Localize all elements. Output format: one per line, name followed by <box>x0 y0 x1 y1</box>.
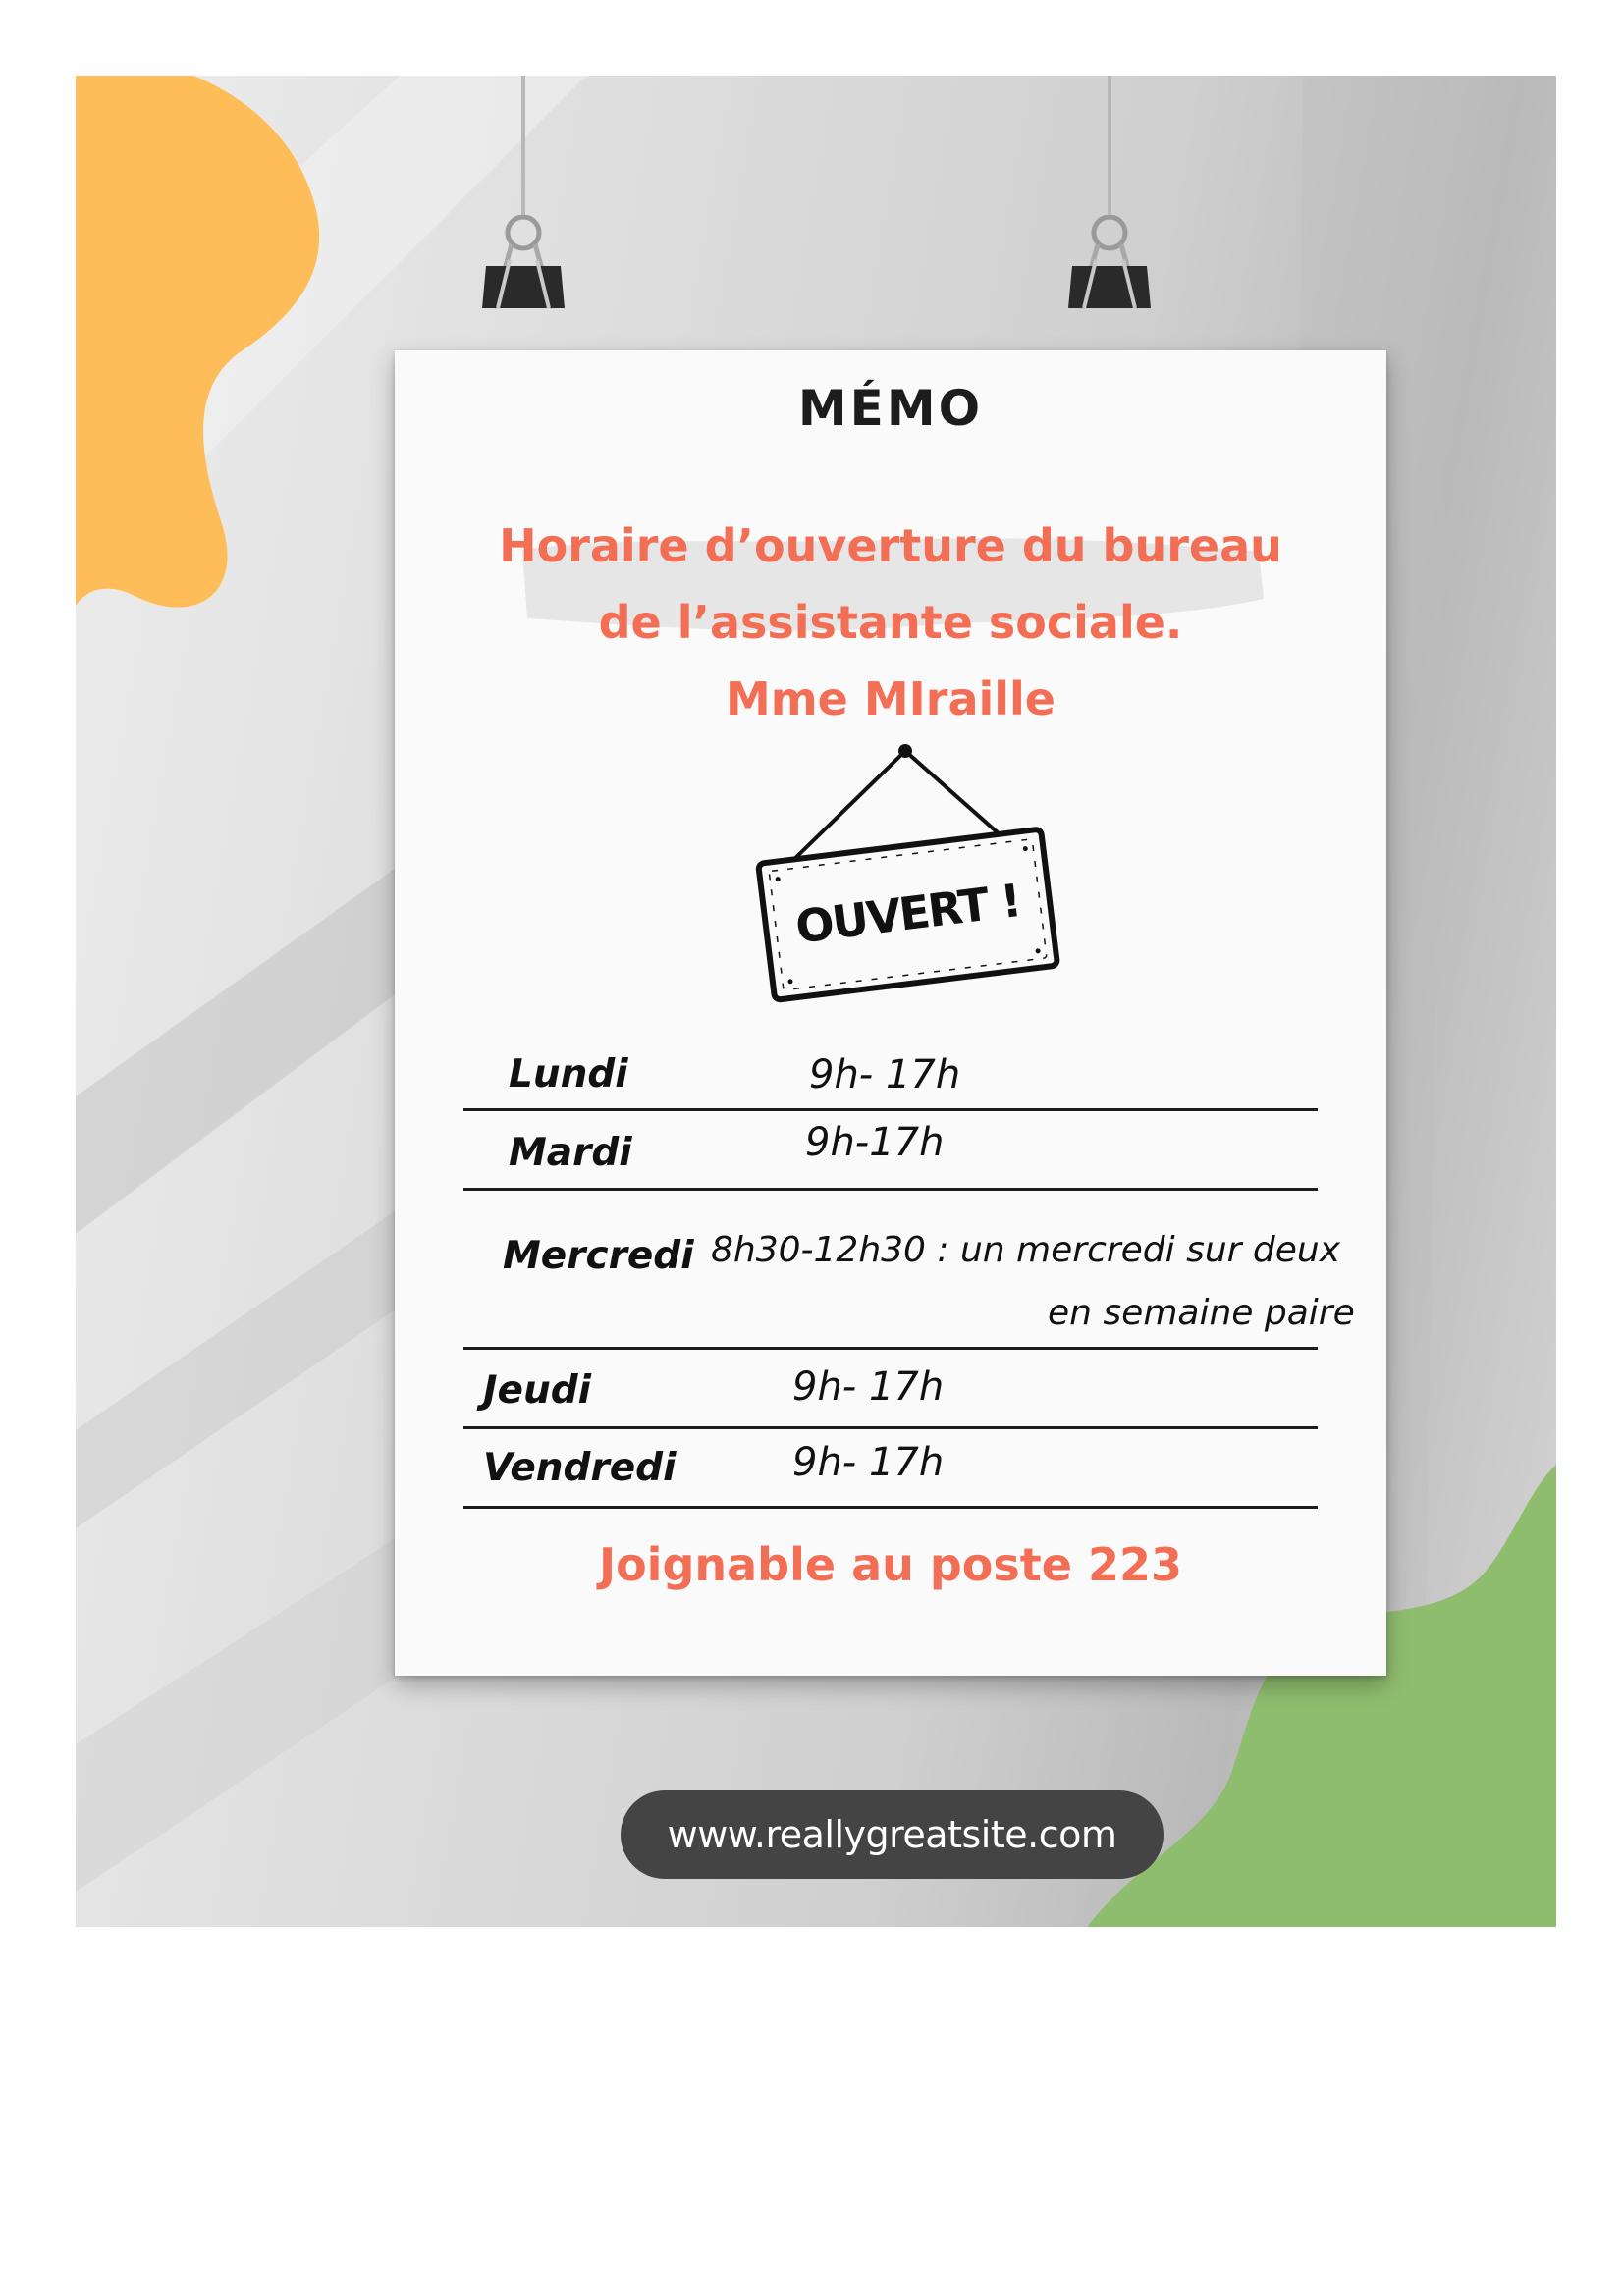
hours-value: 9h- 17h <box>809 1052 961 1097</box>
row-divider <box>463 1506 1318 1509</box>
binder-clip-icon <box>1062 215 1157 313</box>
headline-line-3: Mme MIraille <box>725 672 1056 725</box>
day-label: Vendredi <box>483 1446 677 1490</box>
memo-title: MÉMO <box>797 380 984 437</box>
headline-line-1: Horaire d’ouverture du bureau <box>499 519 1282 572</box>
day-label: Jeudi <box>483 1368 592 1413</box>
binder-clip-icon <box>476 215 570 313</box>
hours-value-line-2: en semaine paire <box>1048 1293 1355 1333</box>
hours-value: 9h- 17h <box>792 1364 945 1410</box>
row-divider <box>463 1108 1318 1111</box>
hanging-wire-right <box>1108 76 1111 218</box>
day-label: Mercredi <box>503 1234 694 1278</box>
sign-text: OUVERT ! <box>792 873 1023 954</box>
hanging-wire-left <box>521 76 525 218</box>
day-label: Lundi <box>509 1052 628 1096</box>
hours-value: 8h30-12h30 : un mercredi sur deux <box>711 1230 1341 1270</box>
headline <box>395 507 1386 737</box>
hours-value: 9h-17h <box>805 1120 945 1165</box>
poster-scene <box>76 76 1556 1927</box>
memo-sheet <box>395 350 1386 1676</box>
contact-line: Joignable au poste 223 <box>598 1538 1183 1591</box>
row-divider <box>463 1347 1318 1350</box>
hanging-sign-icon <box>743 733 1067 1028</box>
website-link[interactable]: www.reallygreatsite.com <box>621 1790 1164 1879</box>
headline-line-2: de l’assistante sociale. <box>598 596 1183 649</box>
row-divider <box>463 1188 1318 1191</box>
row-divider <box>463 1426 1318 1429</box>
hours-value: 9h- 17h <box>792 1440 945 1485</box>
day-label: Mardi <box>509 1131 632 1175</box>
